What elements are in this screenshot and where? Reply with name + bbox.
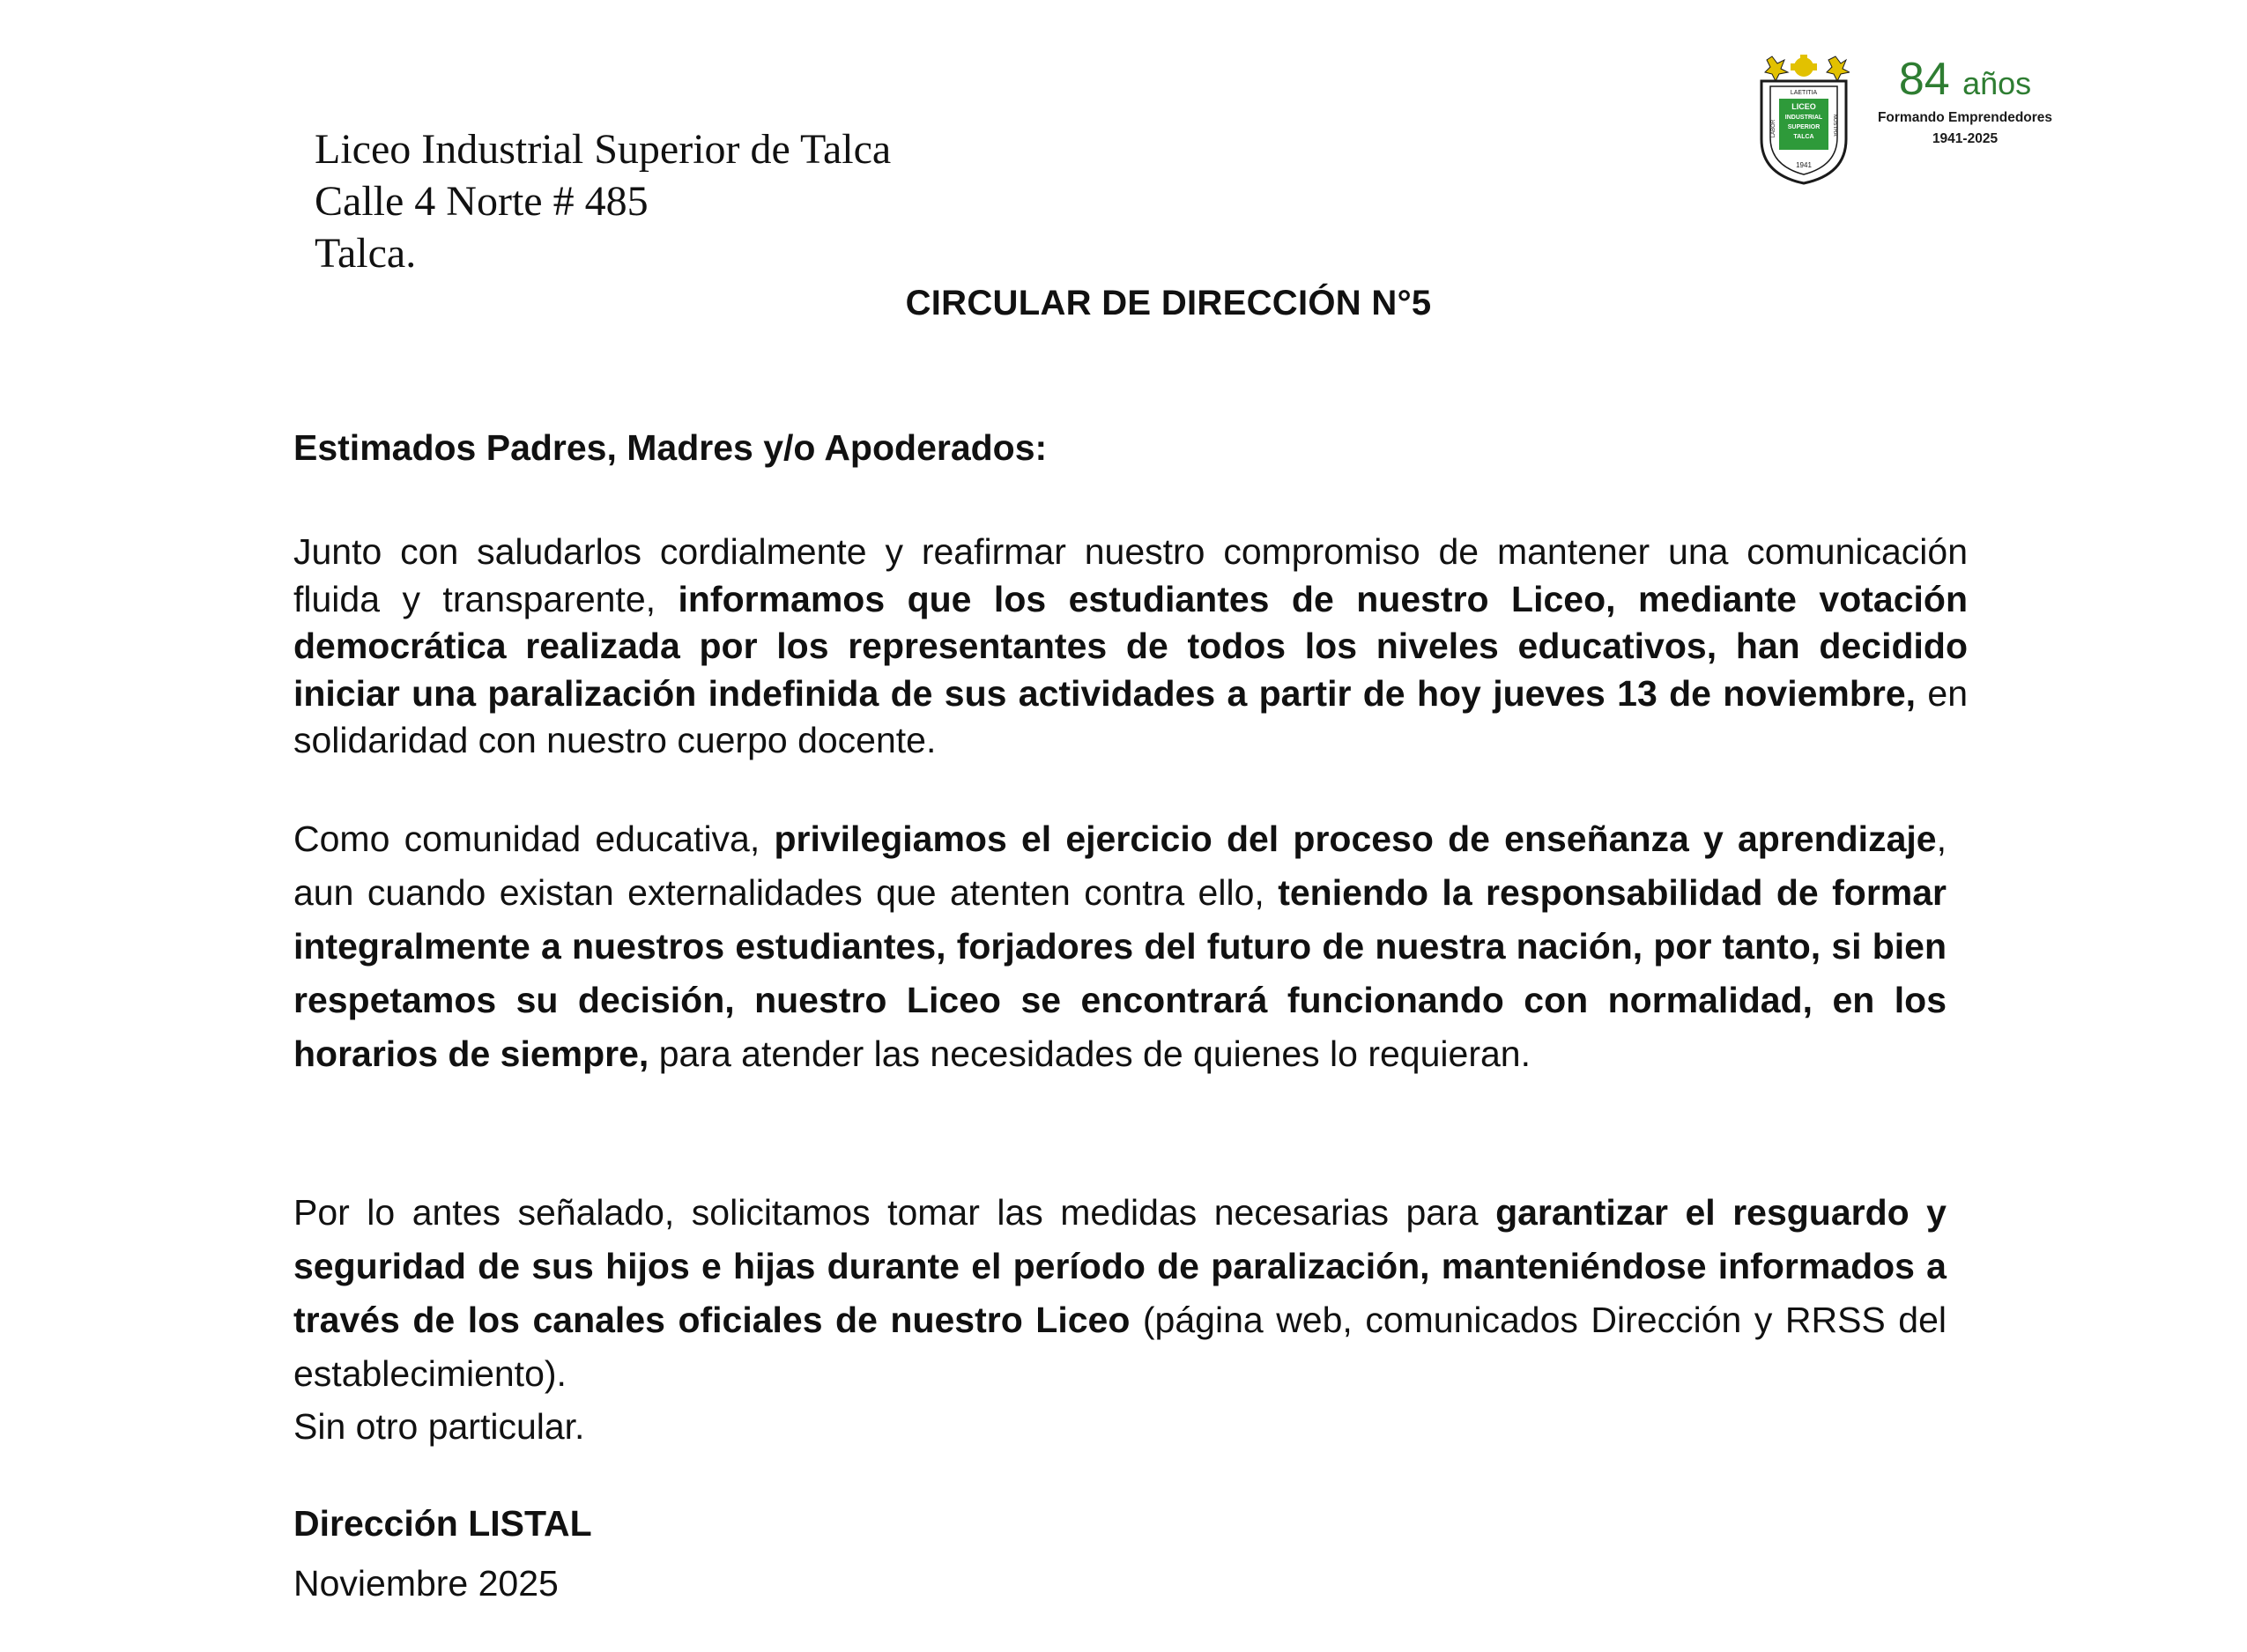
paragraph-bold-run: informamos que los estudiantes de nuestro Liceo, mediante votación democrática realizada por los representantes de todos los niveles educativos, han decidido iniciar una paralización indefinida de sus actividades a partir de hoy jueves 13 de noviembre, — [293, 578, 1968, 714]
crest-talca: TALCA — [1793, 134, 1814, 140]
document-date: Noviembre 2025 — [293, 1563, 559, 1604]
crest-year: 1941 — [1796, 161, 1812, 169]
paragraph-run: Junto con saludarlos cordialmente y reafirmar nuestro compromiso de mantener una comunicación fluida y transparente, — [293, 531, 1968, 619]
anniversary-range: 1941-2025 — [1932, 131, 1999, 146]
crest-laetitia: LAETITIA — [1790, 90, 1818, 96]
signature: Dirección LISTAL — [293, 1503, 592, 1544]
paragraph-bold-run: garantizar el resguardo y seguridad de sus hijos e hijas durante el período de paralización, manteniéndose informados a través de los canales oficiales de nuestro Liceo — [293, 1192, 1947, 1340]
paragraph-run: Como comunidad educativa, — [293, 819, 775, 859]
paragraph-run: , aun cuando existan externalidades que atenten contra ello, — [293, 819, 1947, 913]
crest-labor: LABOR — [1771, 119, 1776, 138]
paragraph-run: en solidaridad con nuestro cuerpo docente. — [293, 672, 1968, 760]
address-line-school: Liceo Industrial Superior de Talca — [315, 126, 892, 173]
paragraph-bold-run: teniendo la responsabilidad de formar integralmente a nuestros estudiantes, forjadores del futuro de nuestra nación, por tanto, si bien respetamos su decisión, nuestro Liceo se encontrará funcionando con normalidad, en los horarios de siempre, — [293, 872, 1947, 1074]
anniversary-years-word: años — [1962, 65, 2032, 101]
crest-nostra: NOSTRA — [1832, 114, 1837, 137]
paragraph-run: (página web, comunicados Dirección y RRSS del establecimiento). — [293, 1300, 1947, 1394]
crest-superior: SUPERIOR — [1787, 124, 1821, 130]
closing-line: Sin otro particular. — [293, 1406, 585, 1447]
crest-industrial: INDUSTRIAL — [1784, 115, 1823, 121]
paragraph-bold-run: privilegiamos el ejercicio del proceso de enseñanza y aprendizaje — [774, 819, 1937, 859]
body-paragraph-3 — [293, 1186, 1947, 1401]
anniversary-motto: Formando Emprendedores — [1877, 110, 2053, 125]
body-paragraph-2 — [293, 812, 1947, 1081]
school-logo — [1758, 55, 2058, 187]
paragraph-run: para atender las necesidades de quienes lo requieran. — [649, 1033, 1531, 1074]
crest-liceo: LICEO — [1791, 102, 1816, 111]
paragraph-run: Por lo antes señalado, solicitamos tomar las medidas necesarias para — [293, 1192, 1496, 1233]
school-crest-icon — [1758, 55, 1850, 185]
school-address — [315, 123, 891, 279]
circular-title: CIRCULAR DE DIRECCIÓN N°5 — [905, 284, 1432, 322]
body-paragraph-1 — [293, 529, 1968, 765]
address-line-city: Talca. — [315, 230, 417, 277]
greeting: Estimados Padres, Madres y/o Apoderados: — [293, 427, 1048, 468]
anniversary-badge — [1872, 55, 2058, 147]
address-line-street: Calle 4 Norte # 485 — [315, 178, 649, 225]
anniversary-years-number: 84 — [1898, 54, 1950, 105]
